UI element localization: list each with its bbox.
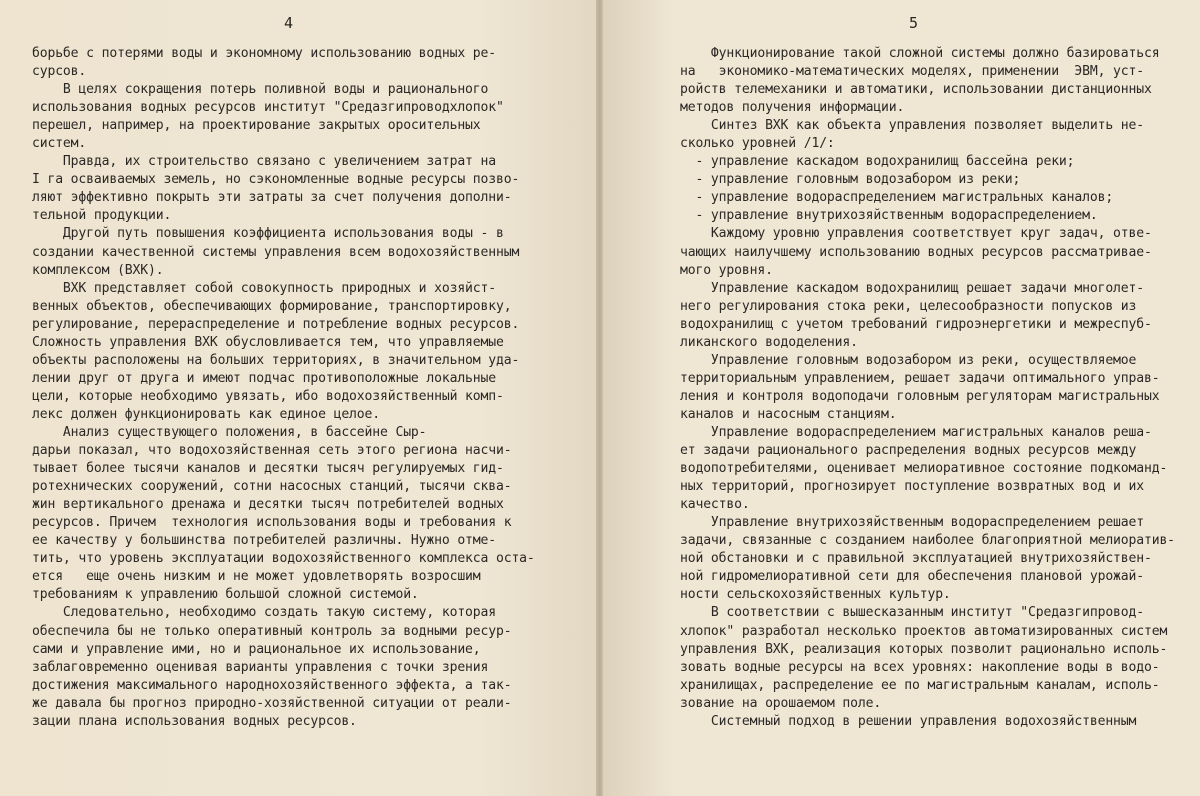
text-line: ляют эффективно покрыть эти затраты за счет получения дополни- [32,190,512,206]
text-line: В целях сокращения потерь поливной воды и рационального [32,82,489,98]
text-line: методов получения информации. [680,100,905,116]
left-page [0,0,598,796]
text-line: - управление внутрихозяйственным водораспределением. [680,208,1098,224]
text-line: зование на орошаемом поле. [680,695,882,711]
text-line: жин вертикального дренажа и десятки тысяч потребителей водных [32,497,504,513]
text-line: тельной продукции. [32,208,172,224]
text-line: Следовательно, необходимо создать такую систему, которая [32,605,496,621]
text-line: - управление головным водозабором из реки; [680,172,1021,188]
text-line: требованиям к управлению большой сложной системой. [32,587,419,603]
text-line: качество. [680,497,750,513]
text-line: ления и контроля водоподачи головным регуляторам магистральных [680,388,1160,404]
text-line: перешел, например, на проектирование закрытых оросительных [32,118,481,134]
text-line: объекты расположены на больших территориях, в значительном уда- [32,352,520,368]
text-line: же давала бы прогноз природно-хозяйственной ситуации от реали- [32,695,512,711]
text-line: Управление каскадом водохранилищ решает задачи многолет- [680,280,1144,296]
text-line: Функционирование такой сложной системы должно базироваться [680,46,1160,61]
text-line: сурсов. [32,64,87,80]
text-line: Управление внутрихозяйственным водораспределением решает [680,515,1144,531]
page-number: 5 [909,14,919,32]
text-line: сколько уровней /1/: [680,136,835,152]
text-line: водопотребителями, оценивает мелиоративное состояние подкоманд- [680,461,1168,477]
text-line: комплексом (ВХК). [32,262,164,278]
text-line: ной гидромелиоративной сети для обеспечения плановой урожай- [680,569,1144,585]
text-line: венных объектов, обеспечивающих формирование, транспортировку, [32,298,512,314]
text-line: тить, что уровень эксплуатации водохозяйственного комплекса оста- [32,551,535,567]
text-line: систем. [32,136,87,152]
page-text [32,45,552,731]
text-line: лении друг от друга и имеют подчас противоположные локальные [32,370,496,386]
text-line: - управление каскадом водохранилищ бассейна реки; [680,154,1075,170]
text-line: задачи, связанные с созданием наиболее благоприятной мелиоратив- [680,533,1175,549]
text-line: на экономико-математических моделях, применении ЭВМ, уст- [680,64,1144,80]
text-line: регулирование, перераспределение и потребление водных ресурсов. [32,316,520,332]
text-line: ных территорий, прогнозирует поступление возвратных вод и их [680,479,1144,495]
text-line: ности сельскохозяйственных культур. [680,587,951,603]
text-line: ее качеству у большинства потребителей различны. Нужно отме- [32,533,496,549]
text-line: Другой путь повышения коэффициента использования воды - в [32,226,504,242]
text-line: хранилищах, распределение ее по магистральным каналам, исполь- [680,677,1160,693]
text-line: Сложность управления ВХК обусловливается тем, что управляемые [32,334,504,350]
text-line: ной обстановки и с правильной эксплуатацией внутрихозяйствен- [680,551,1152,567]
text-line: ликанского вододеления. [680,334,858,350]
text-line: зации плана использования водных ресурсов. [32,713,357,729]
text-line: Системный подход в решении управления водохозяйственным [680,713,1137,729]
text-line: зовать водные ресурсы на всех уровнях: накопление воды в водо- [680,659,1160,675]
text-line: чающих наилучшему использованию водных ресурсов рассматривае- [680,244,1152,260]
text-line: ет задачи рационального распределения водных ресурсов между [680,443,1137,459]
text-line: мого уровня. [680,262,773,278]
text-line: Каждому уровню управления соответствует круг задач, отве- [680,226,1152,242]
text-line: ройств телемеханики и автоматики, использовании дистанционных [680,82,1152,98]
text-line: Синтез ВХК как объекта управления позволяет выделить не- [680,118,1144,134]
text-line: хлопок" разработал несколько проектов автоматизированных систем [680,623,1168,639]
text-line: него регулирования стока реки, целесообразности попусков из [680,298,1137,314]
text-line: ется еще очень низким и не может удовлетворять возросшим [32,569,481,585]
text-line: водохранилищ с учетом требований гидроэнергетики и межреспуб- [680,316,1152,332]
text-line: каналов и насосным станциям. [680,406,897,422]
text-line: управления ВХК, реализация которых позволит рационально исполь- [680,641,1168,657]
text-line: В соответствии с вышесказанным институт "Средазгипровод- [680,605,1144,621]
text-line: борьбе с потерями воды и экономному использованию водных ре- [32,46,496,61]
text-line: использования водных ресурсов институт "Средазгипроводхлопок" [32,100,504,116]
text-line: ВХК представляет собой совокупность природных и хозяйст- [32,280,496,296]
text-line: Правда, их строительство связано с увеличением затрат на [32,154,496,170]
text-line: дарьи показал, что водохозяйственная сеть этого региона насчи- [32,443,512,459]
text-line: создании качественной системы управления всем водохозяйственным [32,244,520,260]
text-line: Управление водораспределением магистральных каналов реша- [680,424,1152,440]
text-line: заблаговременно оценивая варианты управления с точки зрения [32,659,489,675]
text-line: обеспечила бы не только оперативный контроль за водными ресур- [32,623,512,639]
text-line: ресурсов. Причем технология использования воды и требования к [32,515,512,531]
text-line: достижения максимального народнохозяйственного эффекта, а так- [32,677,512,693]
right-page [603,0,1200,796]
text-line: I га осваиваемых земель, но сэкономленные водные ресурсы позво- [32,172,520,188]
text-line: - управление водораспределением магистральных каналов; [680,190,1114,206]
page-number: 4 [284,14,294,32]
text-line: Анализ существующего положения, в бассейне Сыр- [32,424,427,440]
text-line: тывает более тысячи каналов и десятки тысяч регулируемых гид- [32,461,504,477]
text-line: сами и управление ими, но и рациональное их использование, [32,641,481,657]
text-line: Управление головным водозабором из реки, осуществляемое [680,352,1137,368]
page-text [680,45,1180,731]
text-line: территориальным управлением, решает задачи оптимального управ- [680,370,1160,386]
text-line: цели, которые необходимо увязать, ибо водохозяйственный комп- [32,388,504,404]
text-line: ротехнических сооружений, сотни насосных станций, тысячи сква- [32,479,512,495]
text-line: лекс должен функционировать как единое целое. [32,406,380,422]
